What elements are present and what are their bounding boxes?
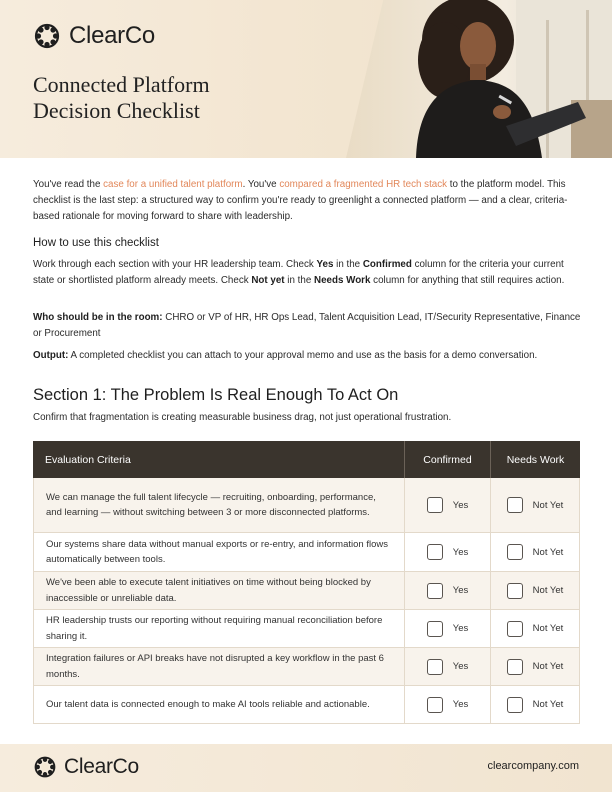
page-title-line-1: Connected Platform [33,72,210,97]
criteria-text: HR leadership trusts our reporting without requiring manual reconciliation before sharing it. [34,610,405,647]
confirmed-checkbox[interactable] [427,497,443,513]
page-header [0,0,612,158]
needs-work-cell [491,648,579,685]
yes-label: Yes [452,661,469,672]
header-photo-woman-with-tablet [346,0,612,158]
needs-work-cell [491,686,579,723]
howto-heading: How to use this checklist [33,237,159,249]
confirmed-cell [405,572,491,609]
howto-emphasis: Yes [316,259,334,270]
howto-text: Work through each section with your HR leadership team. Check [33,259,317,270]
table-row [33,478,580,533]
link-compared-fragmented-stack[interactable]: compared a fragmented HR tech stack [279,179,448,190]
page-title-line-2: Decision Checklist [33,98,200,123]
confirmed-checkbox[interactable] [427,583,443,599]
table-row [33,686,580,724]
yes-label: Yes [452,499,469,511]
confirmed-cell [405,478,491,532]
intro-paragraph [33,177,581,225]
table-row [33,648,580,686]
howto-text: column for anything that still requires action. [370,275,565,286]
needs-work-cell [491,610,579,647]
header-needs-work: Needs Work [506,453,565,466]
footer-website-link[interactable]: clearcompany.com [487,760,579,772]
table-row [33,533,580,572]
not-yet-label: Not Yet [532,661,564,672]
not-yet-label: Not Yet [532,585,564,596]
criteria-text: We've been able to execute talent initiatives on time without being blocked by inaccessible or unreliable data. [34,572,405,609]
who-label: Who should be in the room: [33,312,163,323]
not-yet-label: Not Yet [532,623,564,634]
output-text: A completed checklist you can attach to your approval memo and use as the basis for a demo conversation. [68,350,538,361]
who-text: CHRO or VP of HR, HR Ops Lead, Talent Acquisition Lead, IT/Security Representative, Finance or Procurement [33,312,581,339]
section-1-title: Section 1: The Problem Is Real Enough To Act On [33,386,399,404]
confirmed-cell [405,533,491,571]
not-yet-checkbox[interactable] [507,697,523,713]
yes-label: Yes [452,699,469,710]
table-row [33,610,580,648]
howto-paragraph [33,257,581,289]
not-yet-checkbox[interactable] [507,497,523,513]
howto-text: column for the criteria your current state or shortlisted platform already meets. Check [33,259,564,286]
criteria-text: Our talent data is connected enough to make AI tools reliable and actionable. [34,686,405,723]
table-row [33,572,580,610]
criteria-text: We can manage the full talent lifecycle — recruiting, onboarding, performance, and learning — without switching between 3 or more disconnected platforms. [34,478,405,532]
howto-emphasis: Confirmed [362,259,412,270]
footer-brand-logo [33,755,139,779]
not-yet-checkbox[interactable] [507,544,523,560]
intro-text: . You've [242,179,280,190]
footer-brand-name: ClearCo [64,755,139,778]
not-yet-label: Not Yet [532,699,564,710]
link-case-for-unified-platform[interactable]: case for a unified talent platform [103,179,243,190]
howto-text: in the [284,275,314,286]
confirmed-checkbox[interactable] [427,697,443,713]
criteria-text: Our systems share data without manual exports or re-entry, and information flows automatically between tools. [34,533,405,571]
intro-text: You've read the [33,179,104,190]
needs-work-cell [491,533,579,571]
intro-text: to the platform model. This checklist is the last step: a structured way to confirm you're ready to greenlight a connected platform — and a clear, criteria-based rationale for moving forward to share with leadership. [33,179,568,222]
yes-label: Yes [452,585,469,596]
howto-emphasis: Not yet [251,275,285,286]
who-in-room-paragraph [33,310,581,342]
page-title [33,72,210,124]
brand-logo [33,22,155,50]
not-yet-checkbox[interactable] [507,659,523,675]
page-footer [0,744,612,792]
clearco-logo-icon [33,22,61,50]
table-header [33,441,580,478]
confirmed-checkbox[interactable] [427,621,443,637]
confirmed-cell [405,648,491,685]
criteria-text: Integration failures or API breaks have not disrupted a key workflow in the past 6 months. [34,648,405,685]
brand-name: ClearCo [69,22,155,49]
howto-emphasis: Needs Work [314,275,371,286]
needs-work-cell [491,478,579,532]
output-paragraph [33,348,581,364]
confirmed-cell [405,686,491,723]
confirmed-cell [405,610,491,647]
not-yet-label: Not Yet [532,499,564,511]
not-yet-checkbox[interactable] [507,583,523,599]
yes-label: Yes [452,623,469,634]
yes-label: Yes [452,546,469,558]
confirmed-checkbox[interactable] [427,544,443,560]
output-label: Output: [33,350,69,361]
howto-text: in the [333,259,363,270]
not-yet-label: Not Yet [532,546,564,558]
confirmed-checkbox[interactable] [427,659,443,675]
section-1-subtitle: Confirm that fragmentation is creating measurable business drag, not just operational frustration. [33,412,452,423]
clearco-logo-icon [33,755,57,779]
not-yet-checkbox[interactable] [507,621,523,637]
header-evaluation-criteria: Evaluation Criteria [33,441,405,478]
header-confirmed: Confirmed [405,441,491,478]
evaluation-table [33,441,580,724]
needs-work-cell [491,572,579,609]
